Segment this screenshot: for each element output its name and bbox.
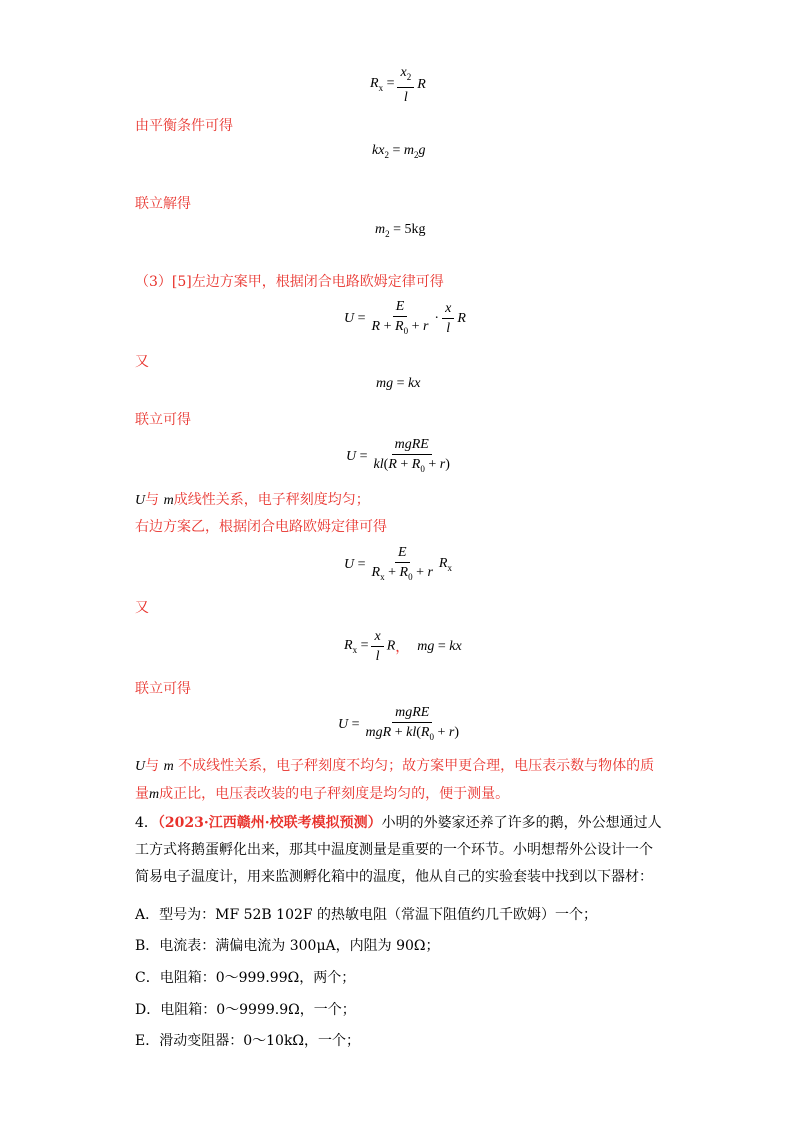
- text-again-2: 又: [135, 600, 149, 616]
- text-linear-relation: U与 m成线性关系，电子秤刻度均匀；: [135, 492, 370, 508]
- question-line-1: 小明的外婆家还养了许多的鹅，外公想通过人: [381, 815, 662, 831]
- formula-u-plan-a-final: U = $\frac{\text{mgRE}}{kl(R + R_0 + r)}$: [346, 437, 450, 474]
- question-4-header: [135, 813, 662, 833]
- text-again-1: 又: [135, 354, 149, 370]
- formula-u-plan-b-final: U = $\frac{\text{mgRE}}{mgR + kl(R_0 + r)}$: [338, 705, 459, 742]
- question-number: 4．: [135, 815, 158, 831]
- var-u: U: [135, 493, 146, 508]
- option-a: A．型号为：MF 52B 102F 的热敏电阻（常温下阻值约几千欧姆）一个；: [135, 907, 598, 923]
- text-conclusion: 量m成正比，电压表改装的电子秤刻度是均匀的，便于测量。: [135, 786, 510, 802]
- formula-rx-mg: $R_x$ = $\frac{x}{l}$ R， mg = kx: [344, 629, 462, 664]
- text-plan-b: 右边方案乙，根据闭合电路欧姆定律可得: [135, 519, 387, 535]
- option-c: C．电阻箱：0～999.99Ω，两个；: [135, 970, 356, 986]
- formula-rx-x2: $R_x$ = $\frac{x_2}{l}$ R: [370, 65, 426, 105]
- text-combine-2: 联立可得: [135, 681, 191, 697]
- formula-u-plan-a: U = $\frac{E}{R + R_0 + r}$ · $\frac{x}{l}$ R: [344, 299, 466, 337]
- question-line-2: 工方式将鹅蛋孵化出来，那其中温度测量是重要的一个环节。小明想帮外公设计一个: [135, 842, 653, 858]
- question-line-3: 简易电子温度计，用来监测孵化箱中的温度，他从自己的实验套装中找到以下器材：: [135, 869, 653, 885]
- text-nonlinear-relation: U与 m 不成线性关系，电子秤刻度不均匀；故方案甲更合理，电压表示数与物体的质: [135, 758, 655, 774]
- formula-m2: $m_2 = 5kg$: [375, 222, 426, 239]
- text-combine-1: 联立可得: [135, 412, 191, 428]
- text-balance: 由平衡条件可得: [135, 118, 233, 134]
- option-b: B．电流表：满偏电流为 300μA，内阻为 90Ω；: [135, 938, 440, 954]
- text-part3: （3）[5]左边方案甲，根据闭合电路欧姆定律可得: [135, 274, 444, 290]
- option-d: D．电阻箱：0～9999.9Ω，一个；: [135, 1002, 356, 1018]
- formula-kx2: $kx_2 = m_2g$: [372, 143, 426, 160]
- text-solve-1: 联立解得: [135, 196, 191, 212]
- formula-mg-kx-1: mg = kx: [376, 376, 421, 391]
- formula-u-plan-b: U = $\frac{E}{R_x + R_0 + r}$ $R_x$: [344, 545, 452, 582]
- question-source: （2023·江西赣州·校联考模拟预测）: [157, 815, 382, 831]
- var-m: m: [163, 493, 174, 508]
- option-e: E．滑动变阻器：0～10kΩ，一个；: [135, 1033, 361, 1049]
